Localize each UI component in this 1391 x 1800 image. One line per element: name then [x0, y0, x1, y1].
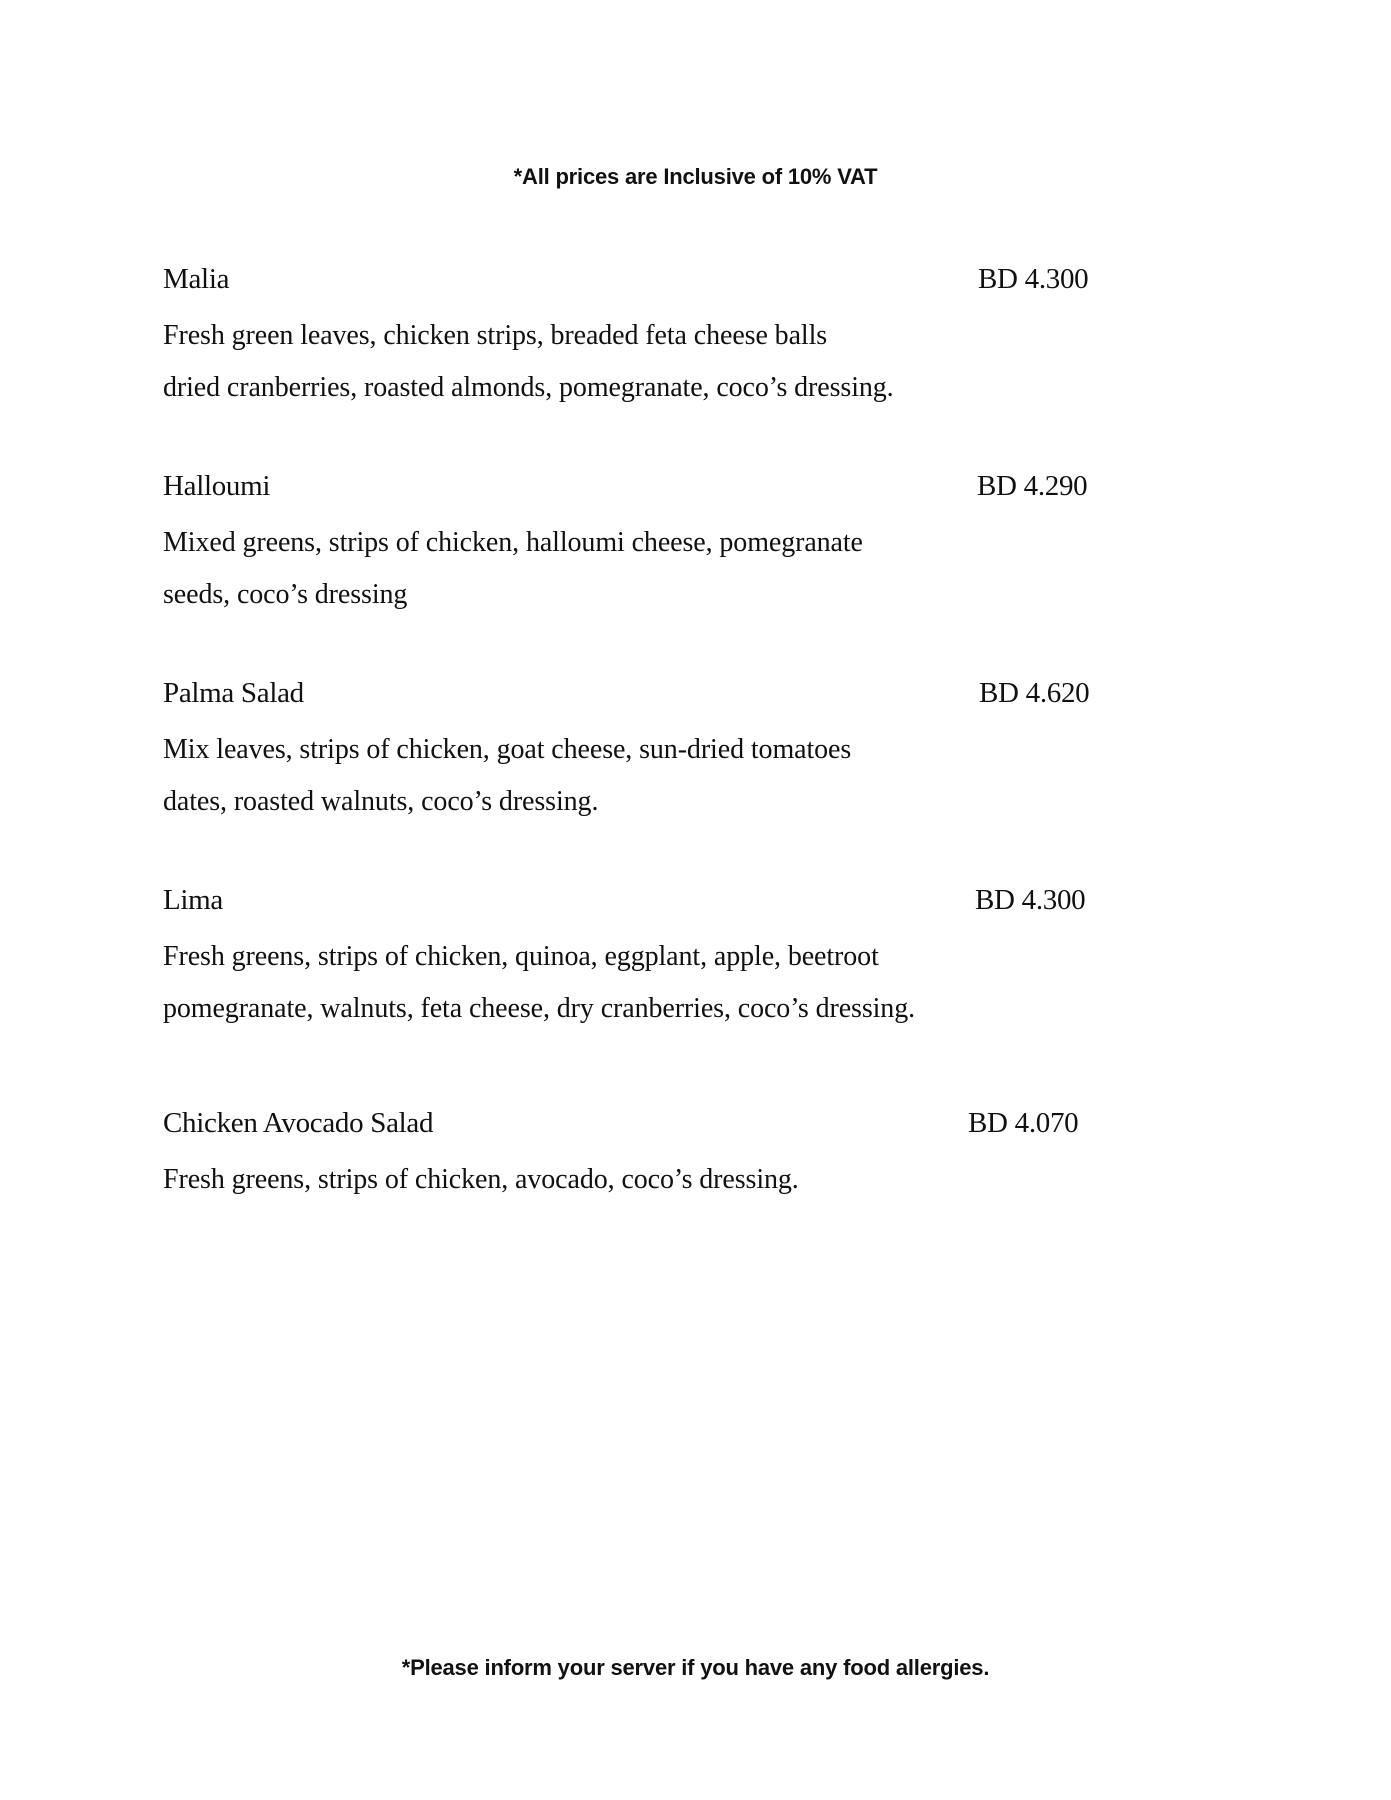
- item-name: Malia: [163, 263, 230, 295]
- item-price: BD 4.070: [968, 1107, 1079, 1139]
- item-description: [163, 1154, 1123, 1206]
- item-name: Lima: [163, 884, 224, 916]
- item-description-line: Mixed greens, strips of chicken, halloumi cheese, pomegranate: [163, 527, 863, 558]
- item-description: [163, 310, 1123, 414]
- item-price: BD 4.300: [975, 884, 1086, 916]
- item-description-line: seeds, coco’s dressing: [163, 579, 408, 610]
- vat-note: *All prices are Inclusive of 10% VAT: [513, 164, 878, 189]
- item-description-line: Fresh green leaves, chicken strips, breaded feta cheese balls: [163, 320, 828, 351]
- item-description-line: Mix leaves, strips of chicken, goat cheese, sun-dried tomatoes: [163, 734, 852, 765]
- item-description-line: dates, roasted walnuts, coco’s dressing.: [163, 786, 599, 817]
- item-description: [163, 724, 1123, 828]
- allergy-note: *Please inform your server if you have any food allergies.: [401, 1655, 990, 1680]
- item-name: Halloumi: [163, 470, 271, 502]
- item-description: [163, 931, 1123, 1035]
- item-description-line: pomegranate, walnuts, feta cheese, dry cranberries, coco’s dressing.: [163, 993, 916, 1024]
- item-name: Chicken Avocado Salad: [163, 1107, 434, 1139]
- item-price: BD 4.300: [978, 263, 1089, 295]
- item-description-line: dried cranberries, roasted almonds, pomegranate, coco’s dressing.: [163, 372, 894, 403]
- item-description: [163, 517, 1123, 621]
- item-price: BD 4.620: [979, 677, 1090, 709]
- item-name: Palma Salad: [163, 677, 304, 709]
- item-description-line: Fresh greens, strips of chicken, quinoa, eggplant, apple, beetroot: [163, 941, 879, 972]
- item-description-line: Fresh greens, strips of chicken, avocado, coco’s dressing.: [163, 1164, 799, 1195]
- item-price: BD 4.290: [977, 470, 1088, 502]
